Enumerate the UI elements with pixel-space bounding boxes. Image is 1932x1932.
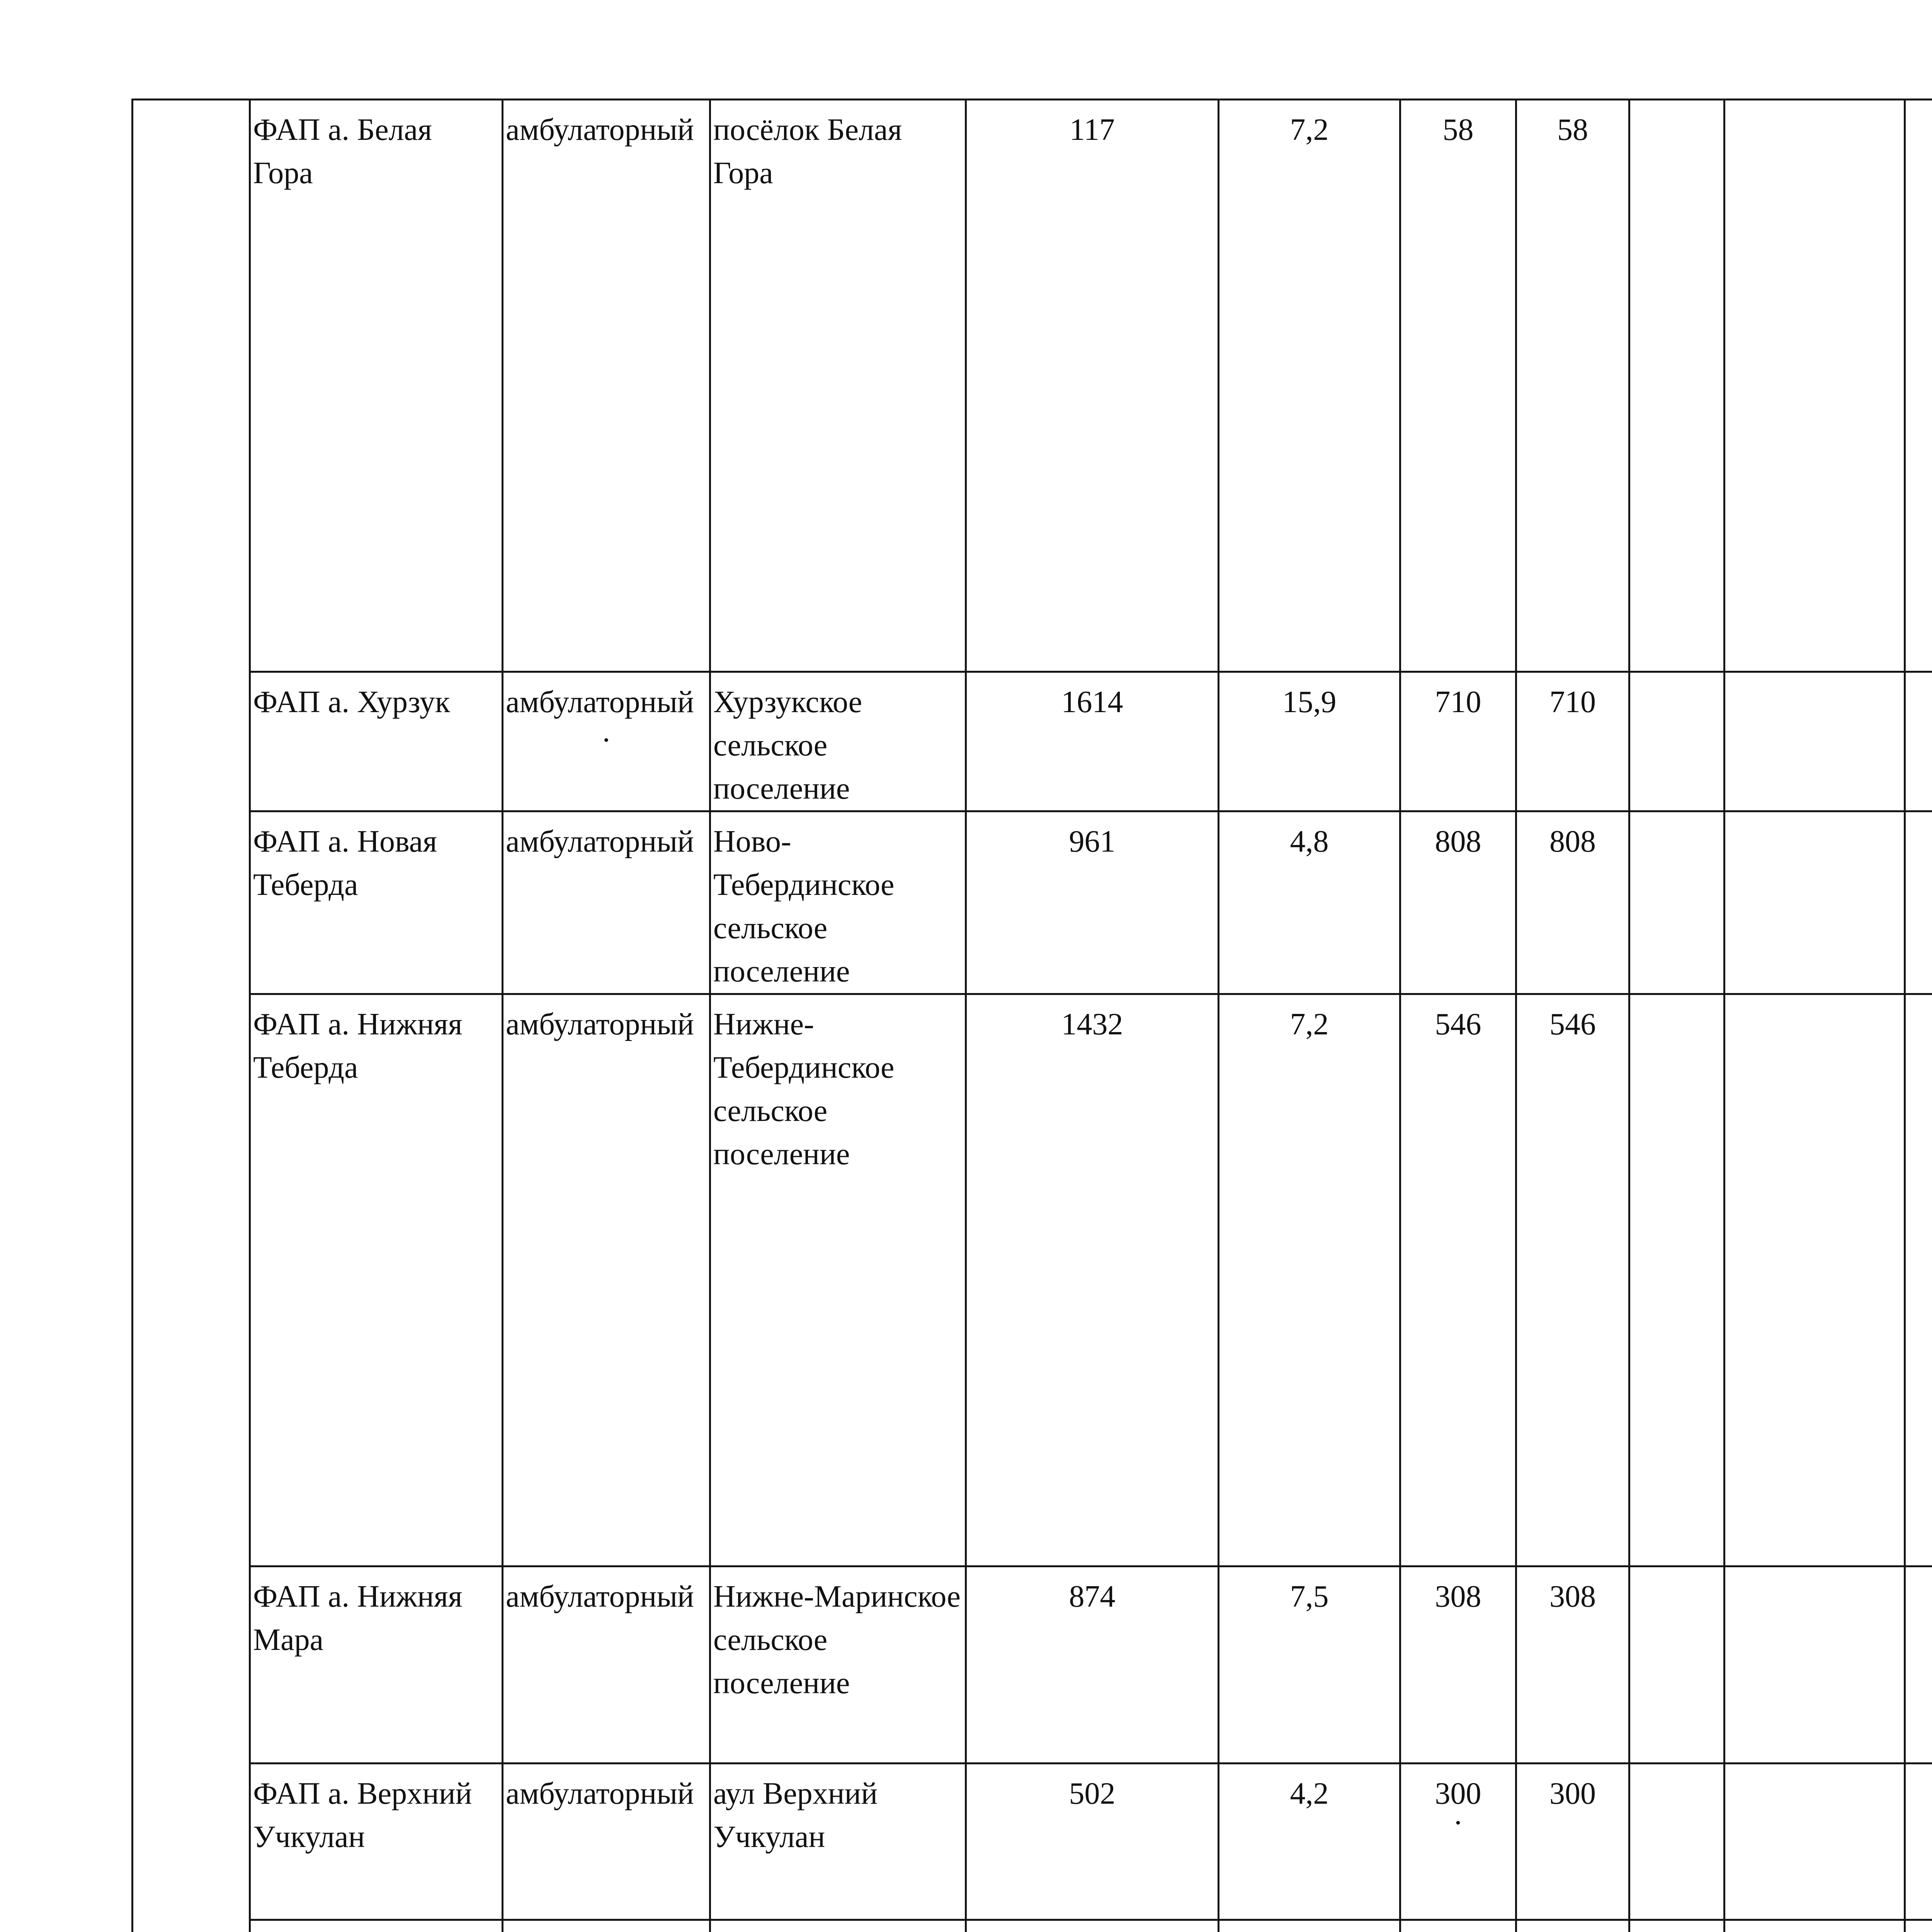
column-9 xyxy=(1629,811,1725,994)
facility-type-text: амбулаторный xyxy=(506,113,694,147)
facility-name-text: ФАП а. Хурзук xyxy=(253,685,450,719)
territory-text: Нижне-Тебердинское сельское поселение xyxy=(713,1007,895,1171)
value-2 xyxy=(1516,811,1629,994)
table-row xyxy=(133,1764,1932,1920)
facility-name xyxy=(250,1566,503,1764)
column-11 xyxy=(1905,1764,1932,1920)
population xyxy=(966,1764,1219,1920)
population-text: 1432 xyxy=(1061,1007,1123,1041)
value-2 xyxy=(1516,1920,1629,1932)
table-row xyxy=(133,994,1932,1566)
value-1-text: 300 xyxy=(1435,1777,1481,1811)
value-1-text: 710 xyxy=(1435,685,1481,719)
distance-text: 15,9 xyxy=(1282,685,1337,719)
territory-text: посёлок Белая Гора xyxy=(713,113,902,190)
population-text: 117 xyxy=(1070,113,1115,147)
column-10 xyxy=(1725,1566,1905,1764)
facility-name-text: ФАП а. Нижняя Мара xyxy=(253,1580,462,1657)
table-row xyxy=(133,1920,1932,1932)
population xyxy=(966,1920,1219,1932)
facility-name-text: ФАП а. Верхний Учкулан xyxy=(253,1777,472,1854)
distance xyxy=(1219,1566,1400,1764)
population-text: 502 xyxy=(1069,1777,1116,1811)
column-9 xyxy=(1629,672,1725,811)
column-10 xyxy=(1725,1764,1905,1920)
column-11 xyxy=(1905,994,1932,1566)
value-1-text: 308 xyxy=(1435,1580,1481,1614)
value-2-text: 710 xyxy=(1549,685,1596,719)
value-1 xyxy=(1400,1764,1516,1920)
value-2-text: 808 xyxy=(1549,825,1596,859)
facility-type-text: амбулаторный xyxy=(506,825,694,859)
territory xyxy=(710,1764,966,1920)
distance xyxy=(1219,1920,1400,1932)
territory xyxy=(710,1566,966,1764)
territory-text: Ново-Тебердинское сельское поселение xyxy=(713,825,895,988)
territory xyxy=(710,1920,966,1932)
value-1 xyxy=(1400,1920,1516,1932)
facility-name-text: ФАП а. Белая Гора xyxy=(253,113,432,190)
distance-text: 7,2 xyxy=(1290,1007,1329,1041)
row-number xyxy=(133,100,250,1932)
distance xyxy=(1219,1764,1400,1920)
value-2 xyxy=(1516,1764,1629,1920)
population xyxy=(966,672,1219,811)
distance-text: 7,5 xyxy=(1290,1580,1329,1614)
facility-type xyxy=(503,100,710,672)
column-10 xyxy=(1725,672,1905,811)
column-10 xyxy=(1725,100,1905,672)
population xyxy=(966,1566,1219,1764)
column-11 xyxy=(1905,811,1932,994)
table-row xyxy=(133,811,1932,994)
territory-text: Нижне-Маринское сельское поселение xyxy=(713,1580,961,1700)
column-11 xyxy=(1905,1920,1932,1932)
distance xyxy=(1219,672,1400,811)
value-2-text: 300 xyxy=(1549,1777,1596,1811)
facility-name xyxy=(250,811,503,994)
value-2 xyxy=(1516,1566,1629,1764)
territory xyxy=(710,811,966,994)
facility-type-text: амбулаторный xyxy=(506,685,694,719)
population xyxy=(966,100,1219,672)
facility-type xyxy=(503,994,710,1566)
value-2-text: 308 xyxy=(1549,1580,1596,1614)
population xyxy=(966,811,1219,994)
value-2-text: 546 xyxy=(1549,1007,1596,1041)
table-row xyxy=(133,1566,1932,1764)
facility-type xyxy=(503,1920,710,1932)
facility-name-text: ФАП а. Нижняя Теберда xyxy=(253,1007,462,1085)
column-11 xyxy=(1905,672,1932,811)
territory xyxy=(710,672,966,811)
facility-name xyxy=(250,994,503,1566)
territory xyxy=(710,100,966,672)
facility-name-text: ФАП а. Новая Теберда xyxy=(253,825,437,902)
table-row xyxy=(133,100,1932,672)
value-1 xyxy=(1400,1566,1516,1764)
distance xyxy=(1219,811,1400,994)
column-9 xyxy=(1629,1566,1725,1764)
value-1 xyxy=(1400,672,1516,811)
column-9 xyxy=(1629,1764,1725,1920)
facility-type xyxy=(503,672,710,811)
facilities-table xyxy=(131,99,1932,1932)
column-10 xyxy=(1725,811,1905,994)
value-1 xyxy=(1400,811,1516,994)
column-11 xyxy=(1905,100,1932,672)
facility-type xyxy=(503,1764,710,1920)
facility-type xyxy=(503,811,710,994)
population-text: 961 xyxy=(1069,825,1116,859)
facility-name xyxy=(250,1920,503,1932)
value-1 xyxy=(1400,994,1516,1566)
facility-type-text: амбулаторный xyxy=(506,1777,694,1811)
distance xyxy=(1219,994,1400,1566)
table-row xyxy=(133,672,1932,811)
distance-text: 7,2 xyxy=(1290,113,1329,147)
facility-name xyxy=(250,672,503,811)
value-2 xyxy=(1516,672,1629,811)
territory-text: аул Верхний Учкулан xyxy=(713,1777,878,1854)
facility-name xyxy=(250,100,503,672)
population xyxy=(966,994,1219,1566)
facility-type-text: амбулаторный xyxy=(506,1007,694,1041)
column-10 xyxy=(1725,1920,1905,1932)
column-9 xyxy=(1629,994,1725,1566)
population-text: 874 xyxy=(1069,1580,1116,1614)
stray-mark: . xyxy=(506,724,707,739)
value-2-text: 58 xyxy=(1557,113,1588,147)
value-2 xyxy=(1516,100,1629,672)
distance-text: 4,2 xyxy=(1290,1777,1329,1811)
facility-name xyxy=(250,1764,503,1920)
distance xyxy=(1219,100,1400,672)
distance-text: 4,8 xyxy=(1290,825,1329,859)
value-1-text: 808 xyxy=(1435,825,1481,859)
value-1-text: 546 xyxy=(1435,1007,1481,1041)
territory-text: Хурзукское сельское поселение xyxy=(713,685,862,806)
column-9 xyxy=(1629,100,1725,672)
value-1-text: 58 xyxy=(1443,113,1474,147)
territory xyxy=(710,994,966,1566)
facility-type-text: амбулаторный xyxy=(506,1580,694,1614)
column-9 xyxy=(1629,1920,1725,1932)
stray-mark: · xyxy=(1403,1815,1513,1831)
column-10 xyxy=(1725,994,1905,1566)
value-1 xyxy=(1400,100,1516,672)
facility-type xyxy=(503,1566,710,1764)
column-11 xyxy=(1905,1566,1932,1764)
value-2 xyxy=(1516,994,1629,1566)
population-text: 1614 xyxy=(1061,685,1123,719)
